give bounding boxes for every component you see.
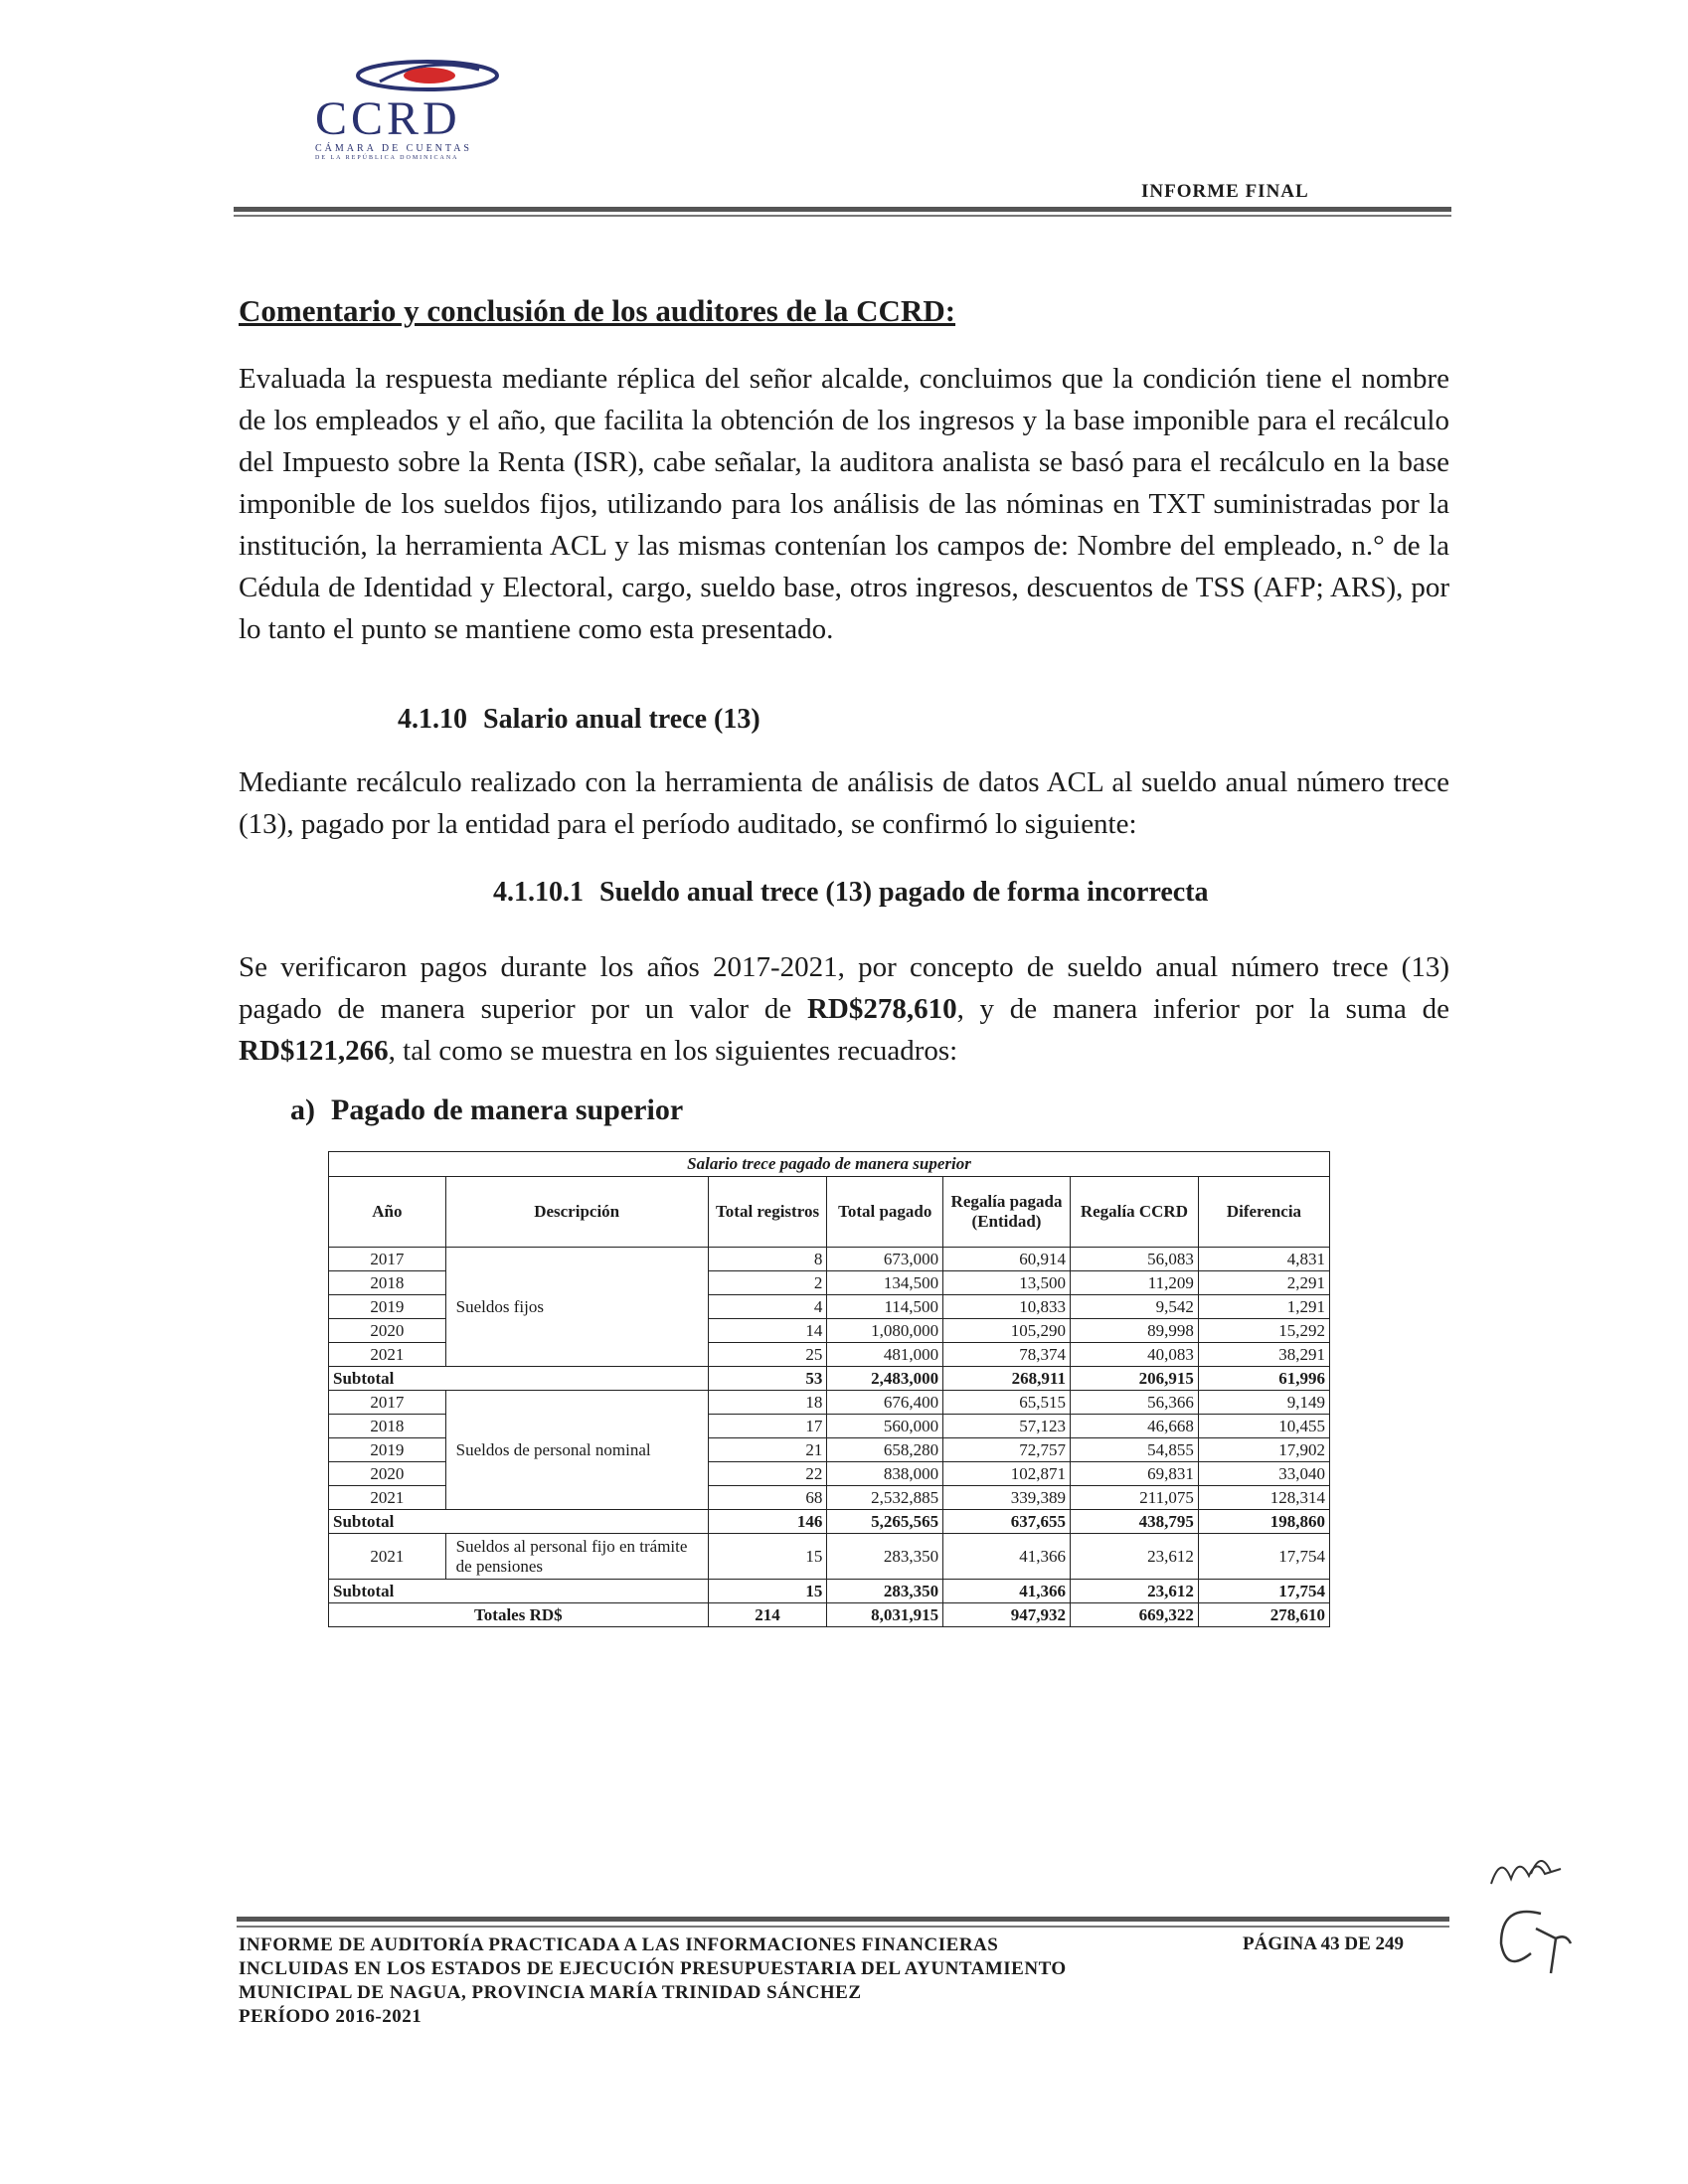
subtotal-label: Subtotal [329,1510,709,1534]
value-cell: 17,902 [1198,1438,1329,1462]
column-header: Regalía pagada (Entidad) [943,1177,1071,1248]
value-cell: 65,515 [943,1391,1071,1415]
value-cell: 339,389 [943,1486,1071,1510]
value-cell: 14 [708,1319,827,1343]
value-cell: 72,757 [943,1438,1071,1462]
subsection-label: a) [290,1093,315,1126]
value-cell: 658,280 [827,1438,943,1462]
value-cell: 41,366 [943,1534,1071,1580]
value-cell: 4 [708,1295,827,1319]
total-value: 8,031,915 [827,1603,943,1627]
value-cell: 560,000 [827,1415,943,1438]
description-cell: Sueldos al personal fijo en trámite de pensiones [445,1534,708,1580]
column-header: Total pagado [827,1177,943,1248]
amount-superior: RD$278,610 [806,993,957,1025]
subtotal-label: Subtotal [329,1580,709,1603]
value-cell: 56,083 [1070,1248,1198,1271]
value-cell: 8 [708,1248,827,1271]
subtotal-value: 17,754 [1198,1580,1329,1603]
subtotal-row [329,1367,1330,1391]
column-header: Diferencia [1198,1177,1329,1248]
subtotal-row [329,1510,1330,1534]
value-cell: 676,400 [827,1391,943,1415]
subtotal-value: 61,996 [1198,1367,1329,1391]
value-cell: 40,083 [1070,1343,1198,1367]
column-header: Total registros [708,1177,827,1248]
value-cell: 102,871 [943,1462,1071,1486]
total-label: Totales RD$ [329,1603,709,1627]
section-heading-4-1-10 [398,704,760,736]
logo-subtitle-2: DE LA REPÚBLICA DOMINICANA [315,155,459,161]
value-cell: 18 [708,1391,827,1415]
footer-rule-thin [237,1926,1449,1928]
value-cell: 33,040 [1198,1462,1329,1486]
subtotal-label: Subtotal [329,1367,709,1391]
value-cell: 23,612 [1070,1534,1198,1580]
subtotal-value: 206,915 [1070,1367,1198,1391]
year-cell: 2020 [329,1319,446,1343]
value-cell: 9,149 [1198,1391,1329,1415]
footer-line: INCLUIDAS EN LOS ESTADOS DE EJECUCIÓN PRESUPUESTARIA DEL AYUNTAMIENTO [239,1958,1067,1979]
year-cell: 2017 [329,1391,446,1415]
subtotal-row [329,1580,1330,1603]
year-cell: 2021 [329,1534,446,1580]
subtotal-value: 5,265,565 [827,1510,943,1534]
year-cell: 2018 [329,1271,446,1295]
value-cell: 46,668 [1070,1415,1198,1438]
value-cell: 57,123 [943,1415,1071,1438]
year-cell: 2020 [329,1462,446,1486]
year-cell: 2021 [329,1486,446,1510]
para-text: Se verificaron pagos durante los años 2017-2021, por concepto de sueldo anual número trece (13) pagado de manera superior por un valor de [239,951,1449,1025]
findings-paragraph [239,946,1449,1072]
year-cell: 2017 [329,1248,446,1271]
logo-text: CCRD [315,92,461,145]
subtotal-value: 283,350 [827,1580,943,1603]
footer-rule [237,1917,1449,1922]
value-cell: 283,350 [827,1534,943,1580]
section-title: Salario anual trece (13) [483,704,760,735]
value-cell: 114,500 [827,1295,943,1319]
column-header: Regalía CCRD [1070,1177,1198,1248]
subsection-title: Pagado de manera superior [331,1093,684,1126]
page-number: PÁGINA 43 DE 249 [1243,1933,1405,1954]
total-value: 947,932 [943,1603,1071,1627]
subtotal-value: 2,483,000 [827,1367,943,1391]
value-cell: 17 [708,1415,827,1438]
value-cell: 1,080,000 [827,1319,943,1343]
table-title: Salario trece pagado de manera superior [329,1152,1330,1177]
value-cell: 1,291 [1198,1295,1329,1319]
section-number: 4.1.10 [398,704,467,735]
salary-thirteen-table [328,1151,1330,1627]
value-cell: 2,291 [1198,1271,1329,1295]
year-cell: 2021 [329,1343,446,1367]
footer-text [239,1933,1067,2029]
value-cell: 25 [708,1343,827,1367]
value-cell: 56,366 [1070,1391,1198,1415]
value-cell: 481,000 [827,1343,943,1367]
total-value: 278,610 [1198,1603,1329,1627]
value-cell: 2,532,885 [827,1486,943,1510]
subtotal-value: 53 [708,1367,827,1391]
description-cell: Sueldos de personal nominal [445,1391,708,1510]
table-title-row [329,1152,1330,1177]
value-cell: 105,290 [943,1319,1071,1343]
value-cell: 9,542 [1070,1295,1198,1319]
subtotal-value: 637,655 [943,1510,1071,1534]
footer-line: INFORME DE AUDITORÍA PRACTICADA A LAS INFORMACIONES FINANCIERAS [239,1934,999,1955]
table-row [329,1391,1330,1415]
header-rule [234,207,1451,212]
subsection-heading [290,1093,683,1127]
ccrd-logo [310,52,549,163]
table-row [329,1248,1330,1271]
total-value: 669,322 [1070,1603,1198,1627]
total-row [329,1603,1330,1627]
subtotal-value: 268,911 [943,1367,1071,1391]
value-cell: 17,754 [1198,1534,1329,1580]
value-cell: 673,000 [827,1248,943,1271]
table-header-row [329,1177,1330,1248]
subtotal-value: 41,366 [943,1580,1071,1603]
value-cell: 211,075 [1070,1486,1198,1510]
value-cell: 15 [708,1534,827,1580]
header-rule-thin [234,215,1451,217]
column-header: Descripción [445,1177,708,1248]
total-value: 214 [708,1603,827,1627]
logo-subtitle: CÁMARA DE CUENTAS [315,143,472,154]
section-title: Sueldo anual trece (13) pagado de forma incorrecta [599,877,1209,908]
value-cell: 10,455 [1198,1415,1329,1438]
value-cell: 21 [708,1438,827,1462]
footer-line: PERÍODO 2016-2021 [239,2006,422,2027]
section-heading-4-1-10-1 [493,877,1209,909]
value-cell: 68 [708,1486,827,1510]
column-header: Año [329,1177,446,1248]
value-cell: 11,209 [1070,1271,1198,1295]
value-cell: 2 [708,1271,827,1295]
section-number: 4.1.10.1 [493,877,584,908]
subtotal-value: 198,860 [1198,1510,1329,1534]
report-label: INFORME FINAL [1141,181,1309,202]
year-cell: 2018 [329,1415,446,1438]
subtotal-value: 23,612 [1070,1580,1198,1603]
year-cell: 2019 [329,1295,446,1319]
value-cell: 89,998 [1070,1319,1198,1343]
value-cell: 4,831 [1198,1248,1329,1271]
value-cell: 15,292 [1198,1319,1329,1343]
value-cell: 134,500 [827,1271,943,1295]
table-row [329,1534,1330,1580]
subtotal-value: 438,795 [1070,1510,1198,1534]
value-cell: 69,831 [1070,1462,1198,1486]
subtotal-value: 146 [708,1510,827,1534]
value-cell: 38,291 [1198,1343,1329,1367]
para-text: , tal como se muestra en los siguientes recuadros: [388,1035,958,1067]
amount-inferior: RD$121,266 [239,1035,389,1067]
value-cell: 78,374 [943,1343,1071,1367]
section-paragraph: Mediante recálculo realizado con la herramienta de análisis de datos ACL al sueldo anual número trece (13), pagado por la entidad para el período auditado, se confirmó lo siguiente: [239,766,1449,840]
footer-line: MUNICIPAL DE NAGUA, PROVINCIA MARÍA TRINIDAD SÁNCHEZ [239,1982,862,2003]
value-cell: 60,914 [943,1248,1071,1271]
value-cell: 54,855 [1070,1438,1198,1462]
comment-paragraph: Evaluada la respuesta mediante réplica del señor alcalde, concluimos que la condición tiene el nombre de los empleados y el año, que facilita la obtención de los ingresos y la base imponible para el recálculo del Impuesto sobre la Renta (ISR), cabe señalar, la auditora analista se basó para el recálculo en la base imponible de los sueldos fijos, utilizando para los análisis de las nóminas en TXT suministradas por la institución, la herramienta ACL y las mismas contenían los campos de: Nombre del empleado, n.° de la Cédula de Identidad y Electoral, cargo, sueldo base, otros ingresos, descuentos de TSS (AFP; ARS), por lo tanto el punto se mantiene como esta presentado. [239,363,1449,645]
year-cell: 2019 [329,1438,446,1462]
subtotal-value: 15 [708,1580,827,1603]
value-cell: 22 [708,1462,827,1486]
description-cell: Sueldos fijos [445,1248,708,1367]
comment-heading: Comentario y conclusión de los auditores de la CCRD: [239,293,956,328]
para-text: , y de manera inferior por la suma de [956,993,1449,1025]
value-cell: 10,833 [943,1295,1071,1319]
handwritten-signature-icon [1471,1844,1620,1993]
value-cell: 13,500 [943,1271,1071,1295]
value-cell: 838,000 [827,1462,943,1486]
value-cell: 128,314 [1198,1486,1329,1510]
